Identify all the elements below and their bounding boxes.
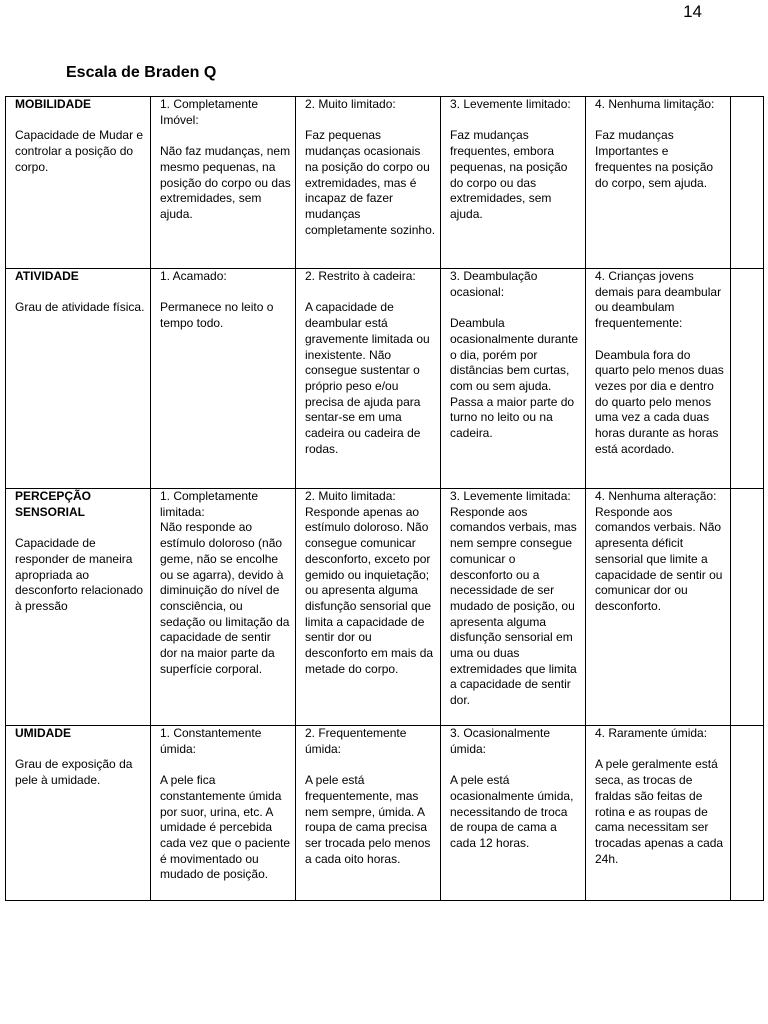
score-cell-3 [441, 489, 586, 726]
score-title: 3. Deambulação ocasional: [450, 269, 538, 299]
score-description: A pele está ocasionalmente úmida, necessitando de troca de roupa de cama a cada 12 horas. [450, 773, 574, 850]
score-description: Responde apenas ao estímulo doloroso. Não consegue comunicar desconforto, exceto por gemido ou inquietação; ou apresenta alguma disfunção sensorial que limita a capacidade de sentir dor ou desconforto em mais da metade do corpo. [305, 504, 434, 676]
table-row-mobilidade [6, 97, 764, 269]
score-entry-cell [731, 269, 764, 489]
score-cell-4 [586, 489, 731, 726]
score-cell-4 [586, 269, 731, 489]
score-description: Não faz mudanças, nem mesmo pequenas, na posição do corpo ou das extremidades, sem ajuda. [160, 144, 291, 221]
score-title: 3. Levemente limitado: [450, 97, 571, 111]
score-description: Faz mudanças frequentes, embora pequenas, na posição do corpo ou das extremidades, sem ajuda. [450, 128, 568, 221]
score-title: 4. Nenhuma limitação: [595, 97, 715, 111]
score-cell-4 [586, 726, 731, 901]
score-title: 1. Completamente Imóvel: [160, 97, 259, 127]
score-cell-3 [441, 269, 586, 489]
score-cell-1 [151, 489, 296, 726]
score-description: Faz mudanças Importantes e frequentes na posição do corpo, sem ajuda. [595, 128, 714, 190]
table-row-atividade [6, 269, 764, 489]
page-number: 14 [683, 2, 702, 21]
score-description: Deambula fora do quarto pelo menos duas vezes por dia e dentro do quarto pelo menos uma vez a cada duas horas durante as horas está acordado. [595, 347, 724, 456]
score-title: 3. Ocasionalmente úmida: [450, 726, 551, 756]
score-cell-1 [151, 97, 296, 269]
score-title: 3. Levemente limitada: [450, 489, 571, 503]
braden-q-scale-table [5, 96, 764, 901]
score-cell-2 [296, 489, 441, 726]
score-description: A capacidade de deambular está gravemente limitada ou inexistente. Não consegue sustentar o próprio peso e/ou precisa de ajuda para sentar-se em uma cadeira ou cadeira de rodas. [305, 300, 430, 456]
score-description: Não responde ao estímulo doloroso (não geme, não se encolhe ou se agarra), devido à diminuição do nível de consciência, ou sedação ou limitação da capacidade de sentir dor na maior parte da superfície corporal. [160, 520, 290, 676]
criterion-description: Capacidade de responder de maneira apropriada ao desconforto relacionado à pressão [15, 536, 144, 613]
score-title: 4. Crianças jovens demais para deambular ou deambulam frequentemente: [595, 269, 722, 331]
criterion-description: Capacidade de Mudar e controlar a posição do corpo. [15, 128, 144, 174]
score-title: 1. Constantemente úmida: [160, 726, 262, 756]
criterion-description: Grau de exposição da pele à umidade. [15, 757, 133, 788]
score-cell-1 [151, 726, 296, 901]
score-title: 2. Muito limitado: [305, 97, 396, 111]
score-cell-2 [296, 97, 441, 269]
score-title: 2. Frequentemente úmida: [305, 726, 407, 756]
score-cell-4 [586, 97, 731, 269]
score-description: A pele fica constantemente úmida por suor, urina, etc. A umidade é percebida cada vez que o paciente é movimentado ou mudado de posição. [160, 773, 291, 882]
score-cell-3 [441, 726, 586, 901]
score-entry-cell [731, 97, 764, 269]
score-description: Permanece no leito o tempo todo. [160, 300, 274, 331]
document-title: Escala de Braden Q [66, 64, 217, 81]
score-description: Responde aos comandos verbais, mas nem sempre consegue comunicar o desconforto ou a necessidade de ser mudado de posição, ou apresenta alguma disfunção sensorial em uma ou duas extremidades que limita a capacidade de sentir dor. [450, 504, 577, 708]
score-title: 4. Raramente úmida: [595, 726, 708, 740]
score-title: 2. Restrito à cadeira: [305, 269, 416, 283]
score-description: Faz pequenas mudanças ocasionais na posição do corpo ou extremidades, mas é incapaz de fazer mudanças completamente sozinho. [305, 128, 436, 237]
criterion-title: UMIDADE [15, 726, 71, 740]
score-cell-2 [296, 726, 441, 901]
score-description: Responde aos comandos verbais. Não apresenta déficit sensorial que limite a capacidade de sentir ou comunicar dor ou desconforto. [595, 504, 723, 613]
table-row-percepcao-sensorial [6, 489, 764, 726]
score-title: 2. Muito limitada: [305, 489, 396, 503]
criterion-cell [6, 489, 151, 726]
score-description: Deambula ocasionalmente durante o dia, porém por distâncias bem curtas, com ou sem ajuda. Passa a maior parte do turno no leito ou na cadeira. [450, 316, 579, 441]
table-row-umidade [6, 726, 764, 901]
criterion-cell [6, 726, 151, 901]
criterion-title: MOBILIDADE [15, 97, 91, 111]
score-title: 1. Acamado: [160, 269, 227, 283]
criterion-description: Grau de atividade física. [15, 300, 145, 315]
score-cell-3 [441, 97, 586, 269]
score-cell-2 [296, 269, 441, 489]
score-cell-1 [151, 269, 296, 489]
score-description: A pele está frequentemente, mas nem sempre, úmida. A roupa de cama precisa ser trocada pelo menos a cada oito horas. [305, 773, 431, 866]
criterion-title: PERCEPÇÃO SENSORIAL [15, 489, 92, 519]
criterion-cell [6, 97, 151, 269]
score-entry-cell [731, 489, 764, 726]
criterion-title: ATIVIDADE [15, 269, 79, 283]
score-title: 4. Nenhuma alteração: [595, 489, 717, 503]
score-title: 1. Completamente limitada: [160, 489, 259, 519]
score-description: A pele geralmente está seca, as trocas de fraldas são feitas de rotina e as roupas de cama necessitam ser trocadas apenas a cada 24h. [595, 757, 724, 866]
score-entry-cell [731, 726, 764, 901]
criterion-cell [6, 269, 151, 489]
